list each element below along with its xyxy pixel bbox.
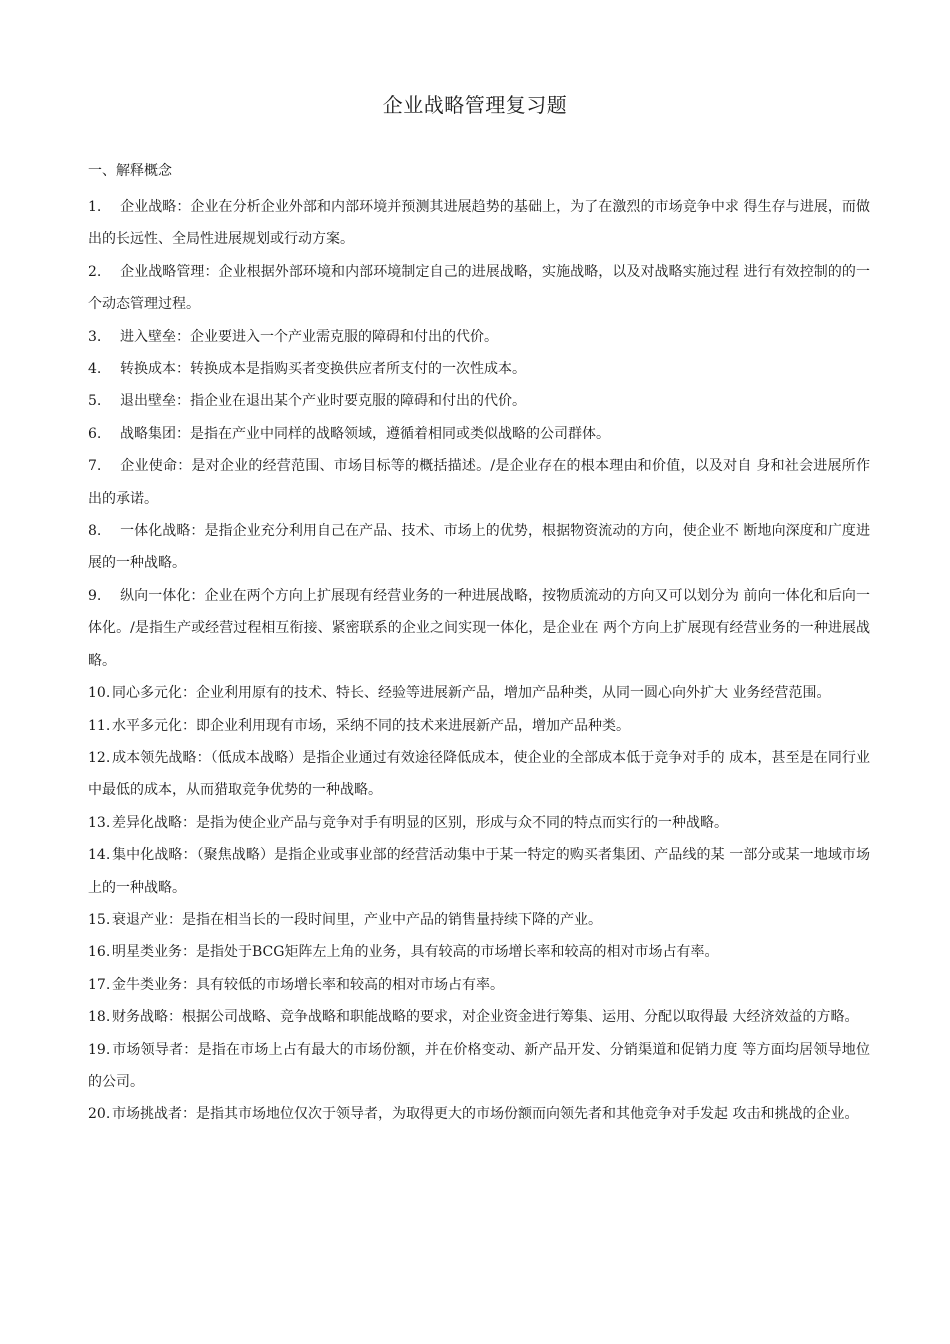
- definition-item: [88, 385, 870, 417]
- item-text: 转换成本：转换成本是指购买者变换供应者所支付的一次性成本。: [120, 361, 526, 378]
- item-text: 退出壁垒：指企业在退出某个产业时要克服的障碍和付出的代价。: [120, 393, 526, 410]
- definition-item: [88, 418, 870, 450]
- item-number: 20.: [88, 1106, 111, 1123]
- item-number: 8.: [88, 523, 102, 540]
- definition-item: [88, 936, 870, 968]
- item-text: 财务战略：根据公司战略、竞争战略和职能战略的要求，对企业资金进行筹集、运用、分配以取得最 大经济效益的方略。: [112, 1009, 859, 1026]
- item-text: 同心多元化：企业利用原有的技术、特长、经验等进展新产品，增加产品种类，从同一圆心向外扩大 业务经营范围。: [112, 685, 831, 702]
- item-text: 企业战略管理：企业根据外部环境和内部环境制定自己的进展战略，实施战略，以及对战略实施过程 进行有效控制的的一个动态管理过程。: [88, 263, 870, 313]
- item-number: 7.: [88, 458, 102, 475]
- item-text: 水平多元化：即企业利用现有市场，采纳不同的技术来进展新产品，增加产品种类。: [112, 717, 630, 734]
- item-number: 2.: [88, 263, 102, 280]
- item-number: 10.: [88, 685, 111, 702]
- item-text: 差异化战略：是指为使企业产品与竞争对手有明显的区别，形成与众不同的特点而实行的一种战略。: [112, 814, 728, 831]
- definition-item: [88, 677, 870, 709]
- definition-item: [88, 256, 870, 321]
- definition-item: [88, 580, 870, 677]
- item-number: 1.: [88, 199, 102, 215]
- definition-item: [88, 1001, 870, 1033]
- item-text: 金牛类业务：具有较低的市场增长率和较高的相对市场占有率。: [112, 976, 504, 993]
- item-text: 明星类业务：是指处于BCG矩阵左上角的业务，具有较高的市场增长率和较高的相对市场占有率。: [112, 944, 719, 961]
- definition-item: [88, 904, 870, 936]
- item-number: 19.: [88, 1041, 111, 1058]
- definition-item: [88, 1098, 870, 1130]
- definition-item: [88, 969, 870, 1001]
- item-text: 进入壁垒：企业要进入一个产业需克服的障碍和付出的代价。: [120, 328, 498, 345]
- definition-item: [88, 710, 870, 742]
- definition-list: [88, 191, 870, 1131]
- item-number: 17.: [88, 976, 111, 993]
- item-number: 16.: [88, 944, 111, 961]
- item-text: 市场挑战者：是指其市场地位仅次于领导者，为取得更大的市场份额而向领先者和其他竞争对手发起 攻击和挑战的企业。: [112, 1106, 859, 1123]
- item-text: 集中化战略：（聚焦战略）是指企业或事业部的经营活动集中于某一特定的购买者集团、产品线的某 一部分或某一地域市场上的一种战略。: [88, 847, 870, 896]
- item-number: 6.: [88, 425, 102, 442]
- definition-item: [88, 191, 870, 256]
- item-number: 11.: [88, 717, 111, 734]
- definition-item: [88, 839, 870, 904]
- item-number: 5.: [88, 393, 102, 410]
- item-number: 15.: [88, 911, 111, 928]
- definition-item: [88, 742, 870, 807]
- item-text: 衰退产业：是指在相当长的一段时间里，产业中产品的销售量持续下降的产业。: [112, 911, 602, 928]
- definition-item: [88, 353, 870, 385]
- item-text: 战略集团：是指在产业中同样的战略领域，遵循着相同或类似战略的公司群体。: [120, 425, 610, 442]
- definition-item: [88, 807, 870, 839]
- item-text: 一体化战略：是指企业充分利用自己在产品、技术、市场上的优势，根据物资流动的方向，使企业不 断地向深度和广度进展的一种战略。: [88, 523, 870, 572]
- document-title: 企业战略管理复习题: [382, 93, 568, 117]
- item-number: 3.: [88, 328, 102, 345]
- item-text: 纵向一体化：企业在两个方向上扩展现有经营业务的一种进展战略，按物质流动的方向又可以划分为 前向一体化和后向一体化。/是指生产或经营过程相互衔接、紧密联系的企业之间实现一体化，是企业在 两个方向上扩展现有经营业务的一种进展战略。: [88, 587, 870, 669]
- item-text: 成本领先战略：（低成本战略）是指企业通过有效途径降低成本，使企业的全部成本低于竞争对手的 成本，甚至是在同行业中最低的成本，从而猎取竞争优势的一种战略。: [88, 749, 870, 799]
- item-number: 14.: [88, 847, 111, 864]
- item-number: 12.: [88, 749, 111, 766]
- section-heading: 一、解释概念: [88, 163, 172, 179]
- item-text: 企业使命：是对企业的经营范围、市场目标等的概括描述。/是企业存在的根本理由和价值，以及对自 身和社会进展所作出的承诺。: [88, 458, 870, 507]
- definition-item: [88, 321, 870, 353]
- item-text: 市场领导者：是指在市场上占有最大的市场份额，并在价格变动、新产品开发、分销渠道和促销力度 等方面均居领导地位的公司。: [88, 1041, 870, 1090]
- item-number: 4.: [88, 361, 102, 378]
- item-number: 9.: [88, 587, 102, 604]
- item-number: 13.: [88, 814, 111, 831]
- item-number: 18.: [88, 1009, 111, 1026]
- item-text: 企业战略：企业在分析企业外部和内部环境并预测其进展趋势的基础上，为了在激烈的市场竞争中求 得生存与进展，而做出的长远性、全局性进展规划或行动方案。: [88, 199, 870, 248]
- definition-item: [88, 450, 870, 515]
- definition-item: [88, 1034, 870, 1099]
- definition-item: [88, 515, 870, 580]
